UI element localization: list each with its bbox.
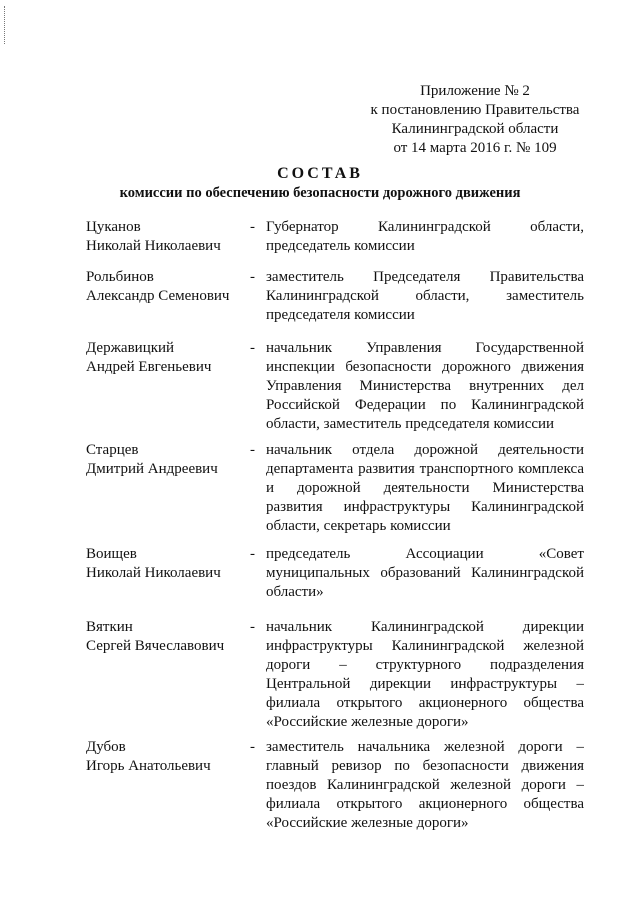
appendix-reference: к постановлению Правительства (370, 102, 580, 118)
member-role-line: инспекции безопасности дорожного движения (266, 359, 584, 375)
member-role (266, 339, 584, 434)
member-role-line: развития инфраструктуры Калининградской (266, 499, 584, 515)
member-name (86, 545, 246, 583)
member-role-line: области, заместитель председателя комиссии (266, 416, 555, 432)
member-name (86, 441, 246, 479)
member-surname: Дубов (86, 739, 126, 755)
member-name (86, 618, 246, 656)
member-role (266, 618, 584, 732)
member-role-line: дороги – структурного подразделения (266, 657, 584, 673)
member-dash: - (250, 619, 255, 635)
member-name (86, 738, 246, 776)
member-role-line: начальник Управления Государственной (266, 340, 584, 356)
member-role-line: филиала открытого акционерного общества (266, 796, 584, 812)
member-given-name: Игорь Анатольевич (86, 758, 211, 774)
member-role (266, 218, 584, 256)
member-role-line: Калининградской области, заместитель (266, 288, 584, 304)
member-given-name: Сергей Вячеславович (86, 638, 225, 654)
member-role-line: области, секретарь комиссии (266, 518, 451, 534)
member-role-line: и дорожной деятельности Министерства (266, 480, 584, 496)
appendix-header (360, 82, 590, 158)
appendix-number: Приложение № 2 (420, 83, 530, 99)
member-name (86, 339, 246, 377)
member-surname: Вяткин (86, 619, 133, 635)
member-role-line: Губернатор Калининградской области, (266, 219, 584, 235)
margin-mark (4, 6, 8, 44)
member-role-line: председатель комиссии (266, 238, 415, 254)
member-given-name: Николай Николаевич (86, 565, 221, 581)
member-role-line: председателя комиссии (266, 307, 415, 323)
member-name (86, 218, 246, 256)
member-role (266, 441, 584, 536)
document-title: СОСТАВ (277, 165, 363, 182)
member-given-name: Дмитрий Андреевич (86, 461, 218, 477)
member-role (266, 268, 584, 325)
member-dash: - (250, 739, 255, 755)
member-given-name: Андрей Евгеньевич (86, 359, 212, 375)
member-role-line: инфраструктуры Калининградской железной (266, 638, 584, 654)
member-dash: - (250, 340, 255, 356)
member-role-line: начальник Калининградской дирекции (266, 619, 584, 635)
member-surname: Рольбинов (86, 269, 154, 285)
member-role-line: Российской Федерации по Калининградской (266, 397, 584, 413)
member-role-line: филиала открытого акционерного общества (266, 695, 584, 711)
member-role (266, 738, 584, 833)
member-role-line: заместитель Председателя Правительства (266, 269, 584, 285)
member-surname: Цуканов (86, 219, 141, 235)
member-dash: - (250, 442, 255, 458)
member-role-line: муниципальных образований Калининградской (266, 565, 584, 581)
member-role-line: председатель Ассоциации «Совет (266, 546, 584, 562)
document-subtitle: комиссии по обеспечению безопасности дорожного движения (119, 185, 521, 201)
member-role-line: «Российские железные дороги» (266, 815, 469, 831)
member-role-line: Центральной дирекции инфраструктуры – (266, 676, 584, 692)
member-dash: - (250, 219, 255, 235)
member-role-line: поездов Калининградской железной дороги – (266, 777, 584, 793)
member-dash: - (250, 546, 255, 562)
member-role-line: Управления Министерства внутренних дел (266, 378, 584, 394)
member-surname: Воищев (86, 546, 137, 562)
appendix-region: Калининградской области (391, 121, 559, 137)
member-role-line: департамента развития транспортного комплекса (266, 461, 584, 477)
appendix-date: от 14 марта 2016 г. № 109 (393, 140, 557, 156)
member-role-line: начальник отдела дорожной деятельности (266, 442, 584, 458)
member-role (266, 545, 584, 602)
member-role-line: «Российские железные дороги» (266, 714, 469, 730)
member-given-name: Николай Николаевич (86, 238, 221, 254)
member-role-line: заместитель начальника железной дороги – (266, 739, 584, 755)
member-role-line: области» (266, 584, 324, 600)
member-surname: Державицкий (86, 340, 175, 356)
member-name (86, 268, 246, 306)
member-role-line: главный ревизор по безопасности движения (266, 758, 584, 774)
member-dash: - (250, 269, 255, 285)
member-given-name: Александр Семенович (86, 288, 230, 304)
member-surname: Старцев (86, 442, 139, 458)
